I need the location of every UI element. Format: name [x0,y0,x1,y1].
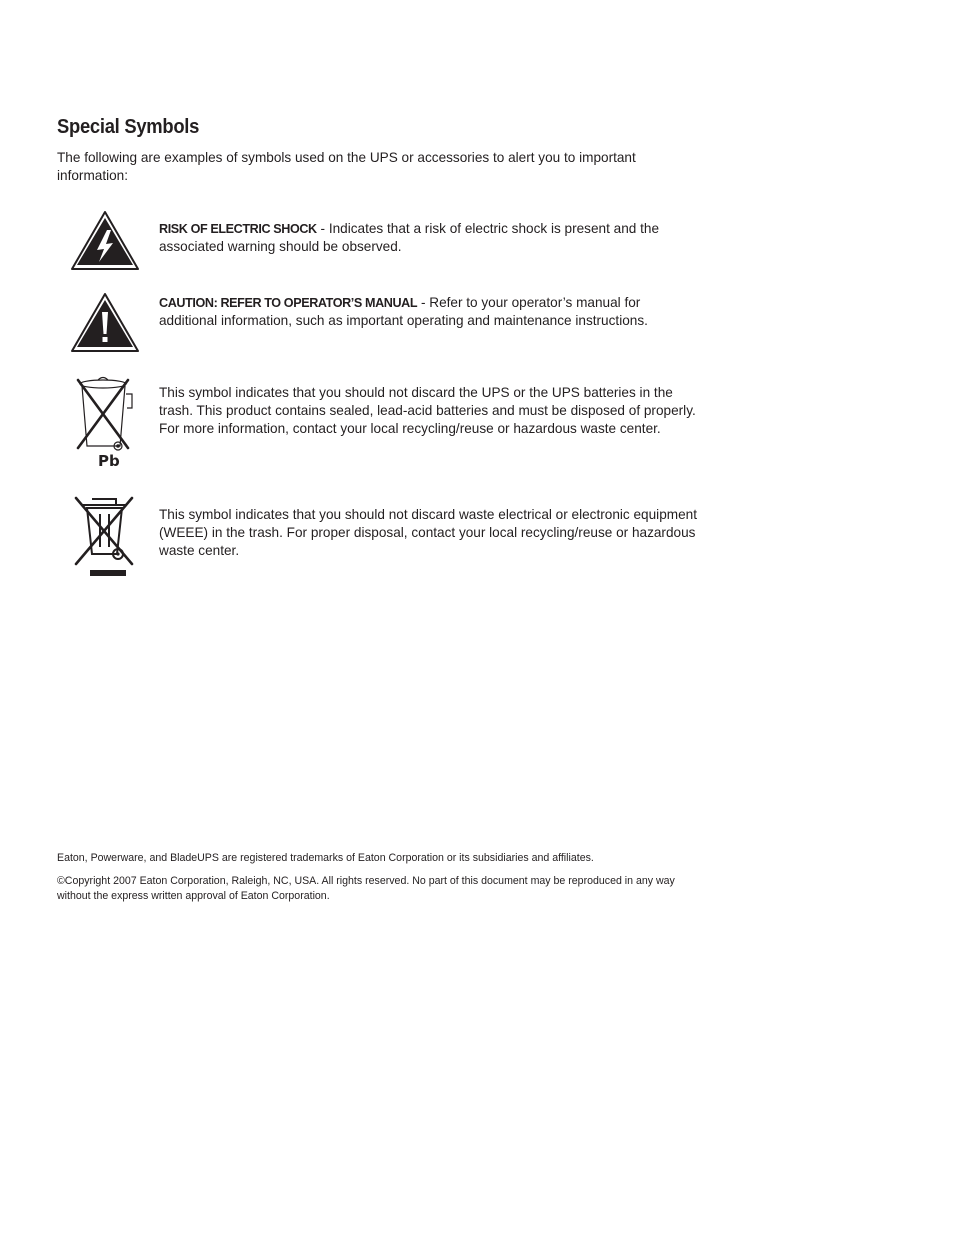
symbol-text-shock: - Indicates that a risk of electric shock is present and the associated warning should be observed. [159,221,660,254]
symbol-label-shock: RISK OF ELECTRIC SHOCK [159,222,317,236]
page-title: Special Symbols [57,116,200,138]
symbol-description-battery: This symbol indicates that you should not discard the UPS or the UPS batteries in the trash. This product contains sealed, lead-acid batteries and must be disposed of properly. For more information, contact your local recycling/reuse or hazardous waste center. [159,385,696,436]
intro-paragraph: The following are examples of symbols used on the UPS or accessories to alert you to important information: [57,150,636,183]
pb-label: Pb [98,452,120,470]
symbol-description-caution [159,294,699,330]
symbol-label-caution: CAUTION: REFER TO OPERATOR’S MANUAL [159,296,418,310]
symbol-text-caution: - Refer to your operator’s manual for additional information, such as important operating and maintenance instructions. [159,295,648,328]
weee-crossed-bin-icon [70,492,140,578]
electric-shock-warning-icon [70,210,140,272]
copyright-notice: ©Copyright 2007 Eaton Corporation, Raleigh, NC, USA. All rights reserved. No part of this document may be reproduced in any way without the express written approval of Eaton Corporation. [57,875,675,902]
symbol-description-weee: This symbol indicates that you should not discard waste electrical or electronic equipment (WEEE) in the trash. For proper disposal, contact your local recycling/reuse or hazardous waste center. [159,507,697,558]
trademark-notice: Eaton, Powerware, and BladeUPS are registered trademarks of Eaton Corporation or its subsidiaries and affiliates. [57,852,594,864]
caution-exclamation-icon [70,292,140,354]
symbol-description-shock [159,220,699,256]
no-trash-battery-icon [70,374,140,470]
